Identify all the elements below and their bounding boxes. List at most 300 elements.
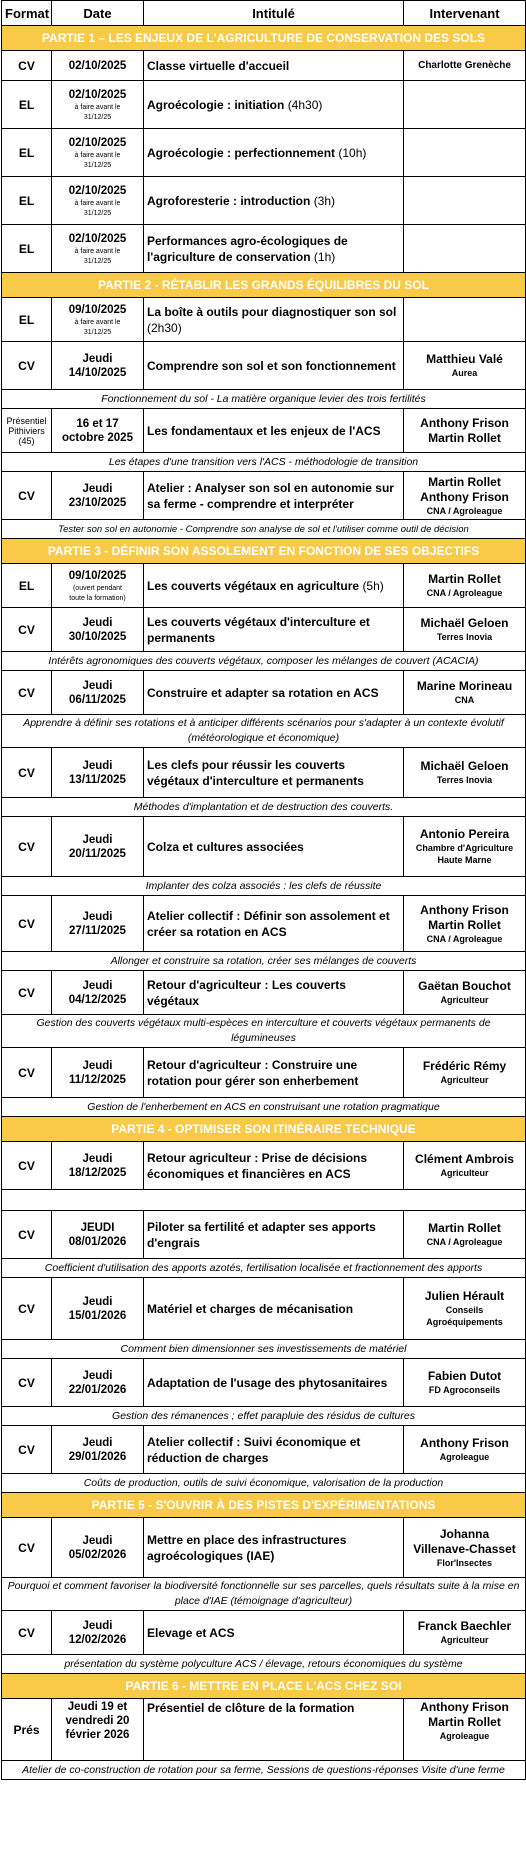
speaker-organization: Chambre d'Agriculture — [415, 843, 514, 853]
part-title: PARTIE 4 - OPTIMISER SON ITINÉRAIRE TECHNIQUE — [2, 1117, 526, 1142]
speaker-organization: Agroleague — [439, 1452, 490, 1462]
description-row — [2, 453, 526, 472]
session-title: Atelier collectif : Suivi économique et réduction de charges — [147, 1434, 361, 1465]
part-title: PARTIE 3 - DÉFINIR SON ASSOLEMENT EN FONCTION DE SES OBJECTIFS — [2, 539, 526, 564]
date-line: octobre 2025 — [62, 431, 133, 444]
date-note: 31/12/25 — [83, 113, 112, 121]
session-title: Retour d'agriculteur : Les couverts végétaux — [147, 977, 346, 1008]
session-row — [2, 1048, 526, 1098]
speaker-name: Villenave-Chasset — [413, 1541, 516, 1556]
speaker-cell — [404, 1142, 526, 1190]
format-cell: CV — [2, 51, 52, 81]
date-cell — [52, 298, 144, 342]
session-row — [2, 129, 526, 177]
session-description: Méthodes d'implantation et de destruction des couverts. — [2, 798, 526, 817]
format-cell: CV — [2, 1211, 52, 1259]
format-cell: EL — [2, 225, 52, 273]
date-line: Jeudi — [82, 1619, 113, 1632]
title-cell — [144, 1048, 404, 1098]
speaker-name: Marine Morineau — [416, 679, 513, 693]
session-row — [2, 564, 526, 608]
speaker-cell — [404, 129, 526, 177]
speaker-name: Clément Ambrois — [415, 1152, 514, 1166]
session-description: présentation du système polyculture ACS / élevage, retours économiques du système — [2, 1655, 526, 1674]
speaker-name: Martin Rollet — [428, 474, 501, 489]
speaker-name: Gaëtan Bouchot — [418, 979, 511, 993]
speaker-cell — [404, 896, 526, 952]
title-cell — [144, 298, 404, 342]
blank-row — [2, 1190, 526, 1211]
title-cell — [144, 748, 404, 798]
session-row — [2, 1278, 526, 1340]
session-title: Comprendre son sol et son fonctionnement — [147, 358, 396, 373]
date-cell — [52, 129, 144, 177]
title-cell — [144, 409, 404, 453]
session-description: Gestion de l'enherbement en ACS en construisant une rotation pragmatique — [2, 1098, 526, 1117]
date-line: 02/10/2025 — [68, 88, 127, 101]
speaker-cell — [404, 1211, 526, 1259]
title-cell — [144, 129, 404, 177]
date-note: (ouvert pendant — [72, 584, 123, 592]
speaker-cell — [404, 671, 526, 715]
speaker-cell — [404, 608, 526, 652]
date-cell — [52, 342, 144, 390]
date-cell — [52, 81, 144, 129]
format-cell: CV — [2, 748, 52, 798]
date-cell — [52, 409, 144, 453]
date-line: 18/12/2025 — [68, 1166, 127, 1179]
session-title: Agroécologie : initiation — [147, 97, 285, 112]
speaker-name: Anthony Frison — [420, 489, 509, 504]
date-line: 22/01/2026 — [68, 1383, 127, 1396]
blank-cell — [2, 1190, 526, 1211]
speaker-cell — [404, 564, 526, 608]
date-note: à faire avant le — [74, 247, 121, 255]
session-row — [2, 298, 526, 342]
speaker-cell — [404, 748, 526, 798]
date-cell — [52, 1518, 144, 1578]
session-duration: (1h) — [313, 249, 336, 264]
format-cell: CV — [2, 1359, 52, 1407]
date-line: vendredi 20 — [65, 1715, 130, 1727]
speaker-name: Martin Rollet — [428, 917, 501, 932]
speaker-organization: Agriculteur — [440, 1635, 489, 1645]
session-row — [2, 1611, 526, 1655]
header-date: Date — [52, 1, 144, 26]
format-cell: CV — [2, 671, 52, 715]
speaker-name: Martin Rollet — [428, 1221, 501, 1235]
speaker-organization: Agriculteur — [440, 1168, 489, 1178]
session-row — [2, 817, 526, 877]
title-cell — [144, 1426, 404, 1474]
session-title: Agroécologie : perfectionnement — [147, 145, 336, 160]
description-row — [2, 715, 526, 748]
description-row — [2, 390, 526, 409]
speaker-name: Martin Rollet — [428, 430, 501, 445]
session-description: Implanter des colza associés : les clefs de réussite — [2, 877, 526, 896]
session-row — [2, 225, 526, 273]
session-row — [2, 971, 526, 1015]
date-line: 08/01/2026 — [68, 1235, 127, 1248]
date-cell — [52, 1611, 144, 1655]
description-row — [2, 1578, 526, 1611]
date-line: 02/10/2025 — [68, 232, 127, 245]
date-cell — [52, 1048, 144, 1098]
session-description: Atelier de co-construction de rotation pour sa ferme, Sessions de questions-réponses Visite d'une ferme — [2, 1761, 526, 1780]
format-cell: EL — [2, 129, 52, 177]
session-title: Les fondamentaux et les enjeux de l'ACS — [147, 423, 381, 438]
date-note: à faire avant le — [74, 318, 121, 326]
date-line: Jeudi — [82, 1369, 113, 1382]
part-title: PARTIE 2 - RÉTABLIR LES GRANDS ÉQUILIBRES DU SOL — [2, 273, 526, 298]
part-header-row — [2, 273, 526, 298]
format-cell: EL — [2, 564, 52, 608]
description-row — [2, 1259, 526, 1278]
date-note: 31/12/25 — [83, 161, 112, 169]
session-row — [2, 1699, 526, 1761]
title-cell — [144, 608, 404, 652]
schedule-body — [2, 26, 526, 1780]
part-header-row — [2, 539, 526, 564]
date-cell — [52, 51, 144, 81]
date-line: Jeudi — [82, 759, 113, 772]
date-cell — [52, 177, 144, 225]
format-cell: CV — [2, 1142, 52, 1190]
format-cell: Présentiel Pithiviers (45) — [2, 409, 52, 453]
date-line: 23/10/2025 — [68, 496, 127, 509]
date-line: 06/11/2025 — [69, 693, 126, 706]
speaker-cell — [404, 1048, 526, 1098]
format-cell: CV — [2, 817, 52, 877]
part-title: PARTIE 1 – LES ENJEUX DE L'AGRICULTURE DE CONSERVATION DES SOLS — [2, 26, 526, 51]
part-title: PARTIE 5 - S'OUVRIR À DES PISTES D'EXPÉRIMENTATIONS — [2, 1493, 526, 1518]
part-header-row — [2, 26, 526, 51]
speaker-name: Johanna — [439, 1526, 490, 1541]
session-title: Classe virtuelle d'accueil — [147, 58, 290, 73]
title-cell — [144, 81, 404, 129]
speaker-name: Anthony Frison — [420, 415, 509, 430]
speaker-name: Michaël Geloen — [420, 759, 509, 773]
session-title: Piloter sa fertilité et adapter ses apports d'engrais — [147, 1219, 376, 1250]
session-row — [2, 1518, 526, 1578]
speaker-cell — [404, 1278, 526, 1340]
session-description: Apprendre à définir ses rotations et à anticiper différents scénarios pour s'adapter à un contexte évolutif (météorologique et économique) — [2, 715, 526, 748]
session-duration: (10h) — [338, 145, 367, 160]
date-line: 29/01/2026 — [68, 1450, 127, 1463]
title-cell — [144, 671, 404, 715]
session-row — [2, 177, 526, 225]
title-cell — [144, 971, 404, 1015]
session-title: Les couverts végétaux en agriculture — [147, 578, 360, 593]
speaker-cell — [404, 1518, 526, 1578]
date-line: Jeudi — [82, 979, 113, 992]
session-description: Coûts de production, outils de suivi économique, valorisation de la production — [2, 1474, 526, 1493]
session-title: Matériel et charges de mécanisation — [147, 1301, 354, 1316]
speaker-name: Franck Baechler — [417, 1619, 512, 1633]
session-row — [2, 608, 526, 652]
format-cell: EL — [2, 81, 52, 129]
date-cell — [52, 225, 144, 273]
date-line: Jeudi — [82, 1534, 113, 1547]
session-title: Elevage et ACS — [147, 1625, 235, 1640]
speaker-cell — [404, 225, 526, 273]
speaker-cell — [404, 342, 526, 390]
session-title: Performances agro-écologiques de l'agriculture de conservation — [147, 233, 348, 264]
description-row — [2, 798, 526, 817]
header-format: Format — [2, 1, 52, 26]
session-description: Comment bien dimensionner ses investissements de matériel — [2, 1340, 526, 1359]
session-duration: (5h) — [362, 578, 384, 593]
date-note: 31/12/25 — [83, 328, 112, 336]
format-cell: CV — [2, 971, 52, 1015]
session-title: Agroforesterie : introduction — [147, 193, 311, 208]
date-line: Jeudi — [82, 616, 113, 629]
date-line: 11/12/2025 — [69, 1073, 126, 1086]
title-cell — [144, 1699, 404, 1761]
date-cell — [52, 971, 144, 1015]
date-line: Jeudi — [82, 482, 113, 495]
date-line: 14/10/2025 — [68, 366, 127, 379]
title-cell — [144, 1278, 404, 1340]
speaker-organization: Aurea — [451, 368, 478, 378]
speaker-organization: CNA / Agroleague — [426, 1237, 503, 1247]
date-line: Jeudi — [82, 352, 113, 365]
part-header-row — [2, 1493, 526, 1518]
session-row — [2, 1359, 526, 1407]
speaker-name: Martin Rollet — [428, 572, 501, 586]
format-cell: EL — [2, 298, 52, 342]
speaker-organization: CNA / Agroleague — [426, 933, 503, 944]
speaker-organization: Terres Inovia — [436, 775, 493, 785]
session-description: Pourquoi et comment favoriser la biodiversité fonctionnelle sur ses parcelles, quels résultats suite à la mise en place d'IAE (témoignage d'agriculteur) — [2, 1578, 526, 1611]
speaker-cell — [404, 1699, 526, 1761]
session-title: Colza et cultures associées — [147, 839, 304, 854]
training-schedule-table — [1, 0, 526, 1780]
date-line: 16 et 17 — [76, 417, 119, 430]
session-duration: (4h30) — [287, 97, 323, 112]
speaker-name: Anthony Frison — [420, 902, 509, 917]
speaker-cell — [404, 472, 526, 520]
date-cell — [52, 1211, 144, 1259]
format-cell: CV — [2, 1518, 52, 1578]
speaker-cell — [404, 1359, 526, 1407]
speaker-name: Fabien Dutot — [427, 1369, 502, 1383]
part-header-row — [2, 1117, 526, 1142]
speaker-cell — [404, 298, 526, 342]
date-note: toute la formation) — [69, 594, 126, 602]
format-cell: CV — [2, 472, 52, 520]
title-cell — [144, 1611, 404, 1655]
title-cell — [144, 225, 404, 273]
session-title: Atelier collectif : Définir son assolement et créer sa rotation en ACS — [147, 908, 390, 939]
format-cell: EL — [2, 177, 52, 225]
speaker-organization: Terres Inovia — [436, 632, 493, 642]
session-description: Coefficient d'utilisation des apports azotés, fertilisation localisée et fractionnement des apports — [2, 1259, 526, 1278]
date-line: 15/01/2026 — [68, 1309, 127, 1322]
format-cell: CV — [2, 608, 52, 652]
date-line: 27/11/2025 — [69, 924, 126, 937]
session-description: Gestion des rémanences ; effet parapluie des résidus de cultures — [2, 1407, 526, 1426]
speaker-cell — [404, 1426, 526, 1474]
date-note: à faire avant le — [74, 151, 121, 159]
date-note: à faire avant le — [74, 103, 121, 111]
speaker-cell — [404, 51, 526, 81]
session-title: Présentiel de clôture de la formation — [147, 1701, 355, 1715]
title-cell — [144, 1211, 404, 1259]
date-line: Jeudi — [82, 1059, 113, 1072]
date-line: Jeudi 19 et — [67, 1701, 128, 1713]
format-cell: CV — [2, 1278, 52, 1340]
date-note: 31/12/25 — [83, 257, 112, 265]
date-cell — [52, 1699, 144, 1761]
description-row — [2, 877, 526, 896]
date-note: à faire avant le — [74, 199, 121, 207]
format-cell: Prés — [2, 1699, 52, 1761]
date-cell — [52, 896, 144, 952]
date-line: Jeudi — [82, 1436, 113, 1449]
speaker-cell — [404, 409, 526, 453]
title-cell — [144, 1142, 404, 1190]
date-line: Jeudi — [82, 679, 113, 692]
date-cell — [52, 671, 144, 715]
date-cell — [52, 817, 144, 877]
date-line: 02/10/2025 — [68, 59, 127, 72]
date-line: Jeudi — [82, 1295, 113, 1308]
date-line: février 2026 — [65, 1729, 130, 1741]
speaker-name: Charlotte Grenèche — [418, 60, 511, 71]
session-row — [2, 1211, 526, 1259]
session-row — [2, 1426, 526, 1474]
speaker-organization: Conseils — [445, 1305, 484, 1315]
session-row — [2, 342, 526, 390]
title-cell — [144, 1359, 404, 1407]
session-duration: (2h30) — [147, 320, 182, 335]
title-cell — [144, 472, 404, 520]
date-cell — [52, 1426, 144, 1474]
description-row — [2, 1015, 526, 1048]
title-cell — [144, 342, 404, 390]
date-line: 02/10/2025 — [68, 136, 127, 149]
session-row — [2, 472, 526, 520]
date-line: 13/11/2025 — [69, 773, 126, 786]
description-row — [2, 1098, 526, 1117]
speaker-cell — [404, 177, 526, 225]
speaker-organization: FD Agroconseils — [428, 1385, 501, 1395]
date-line: 09/10/2025 — [68, 303, 127, 316]
session-row — [2, 896, 526, 952]
speaker-organization: Haute Marne — [437, 855, 492, 865]
header-row — [2, 1, 526, 26]
session-title: La boîte à outils pour diagnostiquer son sol — [147, 304, 397, 319]
session-title: Retour agriculteur : Prise de décisions économiques et financières en ACS — [147, 1150, 368, 1181]
session-title: Construire et adapter sa rotation en ACS — [147, 685, 379, 700]
speaker-organization: Agroleague — [439, 1731, 490, 1741]
session-row — [2, 409, 526, 453]
description-row — [2, 652, 526, 671]
session-title: Retour d'agriculteur : Construire une rotation pour gérer son enherbement — [147, 1057, 359, 1088]
date-line: JEUDI — [80, 1221, 115, 1234]
session-duration: (3h) — [313, 193, 336, 208]
speaker-name: Anthony Frison — [420, 1436, 509, 1450]
format-cell: CV — [2, 1611, 52, 1655]
date-line: 12/02/2026 — [68, 1633, 127, 1646]
description-row — [2, 1474, 526, 1493]
title-cell — [144, 177, 404, 225]
title-cell — [144, 817, 404, 877]
session-description: Les étapes d'une transition vers l'ACS - méthodologie de transition — [2, 453, 526, 472]
date-note: 31/12/25 — [83, 209, 112, 217]
session-description: Allonger et construire sa rotation, créer ses mélanges de couverts — [2, 952, 526, 971]
speaker-organization: CNA / Agroleague — [426, 588, 503, 598]
description-row — [2, 1340, 526, 1359]
speaker-organization: Agriculteur — [440, 995, 489, 1005]
speaker-name: Matthieu Valé — [426, 352, 503, 366]
format-cell: CV — [2, 1426, 52, 1474]
description-row — [2, 1407, 526, 1426]
session-title: Les clefs pour réussir les couverts végétaux d'interculture et permanents — [147, 757, 364, 788]
date-cell — [52, 472, 144, 520]
date-line: 05/02/2026 — [68, 1548, 127, 1561]
speaker-name: Antonio Pereira — [419, 827, 510, 841]
format-cell: CV — [2, 1048, 52, 1098]
date-line: 20/11/2025 — [69, 847, 126, 860]
date-line: Jeudi — [82, 910, 113, 923]
description-row — [2, 1761, 526, 1780]
session-row — [2, 1142, 526, 1190]
date-line: 30/10/2025 — [68, 630, 127, 643]
header-speaker: Intervenant — [404, 1, 526, 26]
speaker-cell — [404, 817, 526, 877]
speaker-organization: CNA / Agroleague — [426, 505, 503, 516]
date-cell — [52, 748, 144, 798]
speaker-name: Frédéric Rémy — [422, 1059, 507, 1073]
speaker-cell — [404, 81, 526, 129]
session-description: Gestion des couverts végétaux multi-espèces en interculture et couverts végétaux permanents de légumineuses — [2, 1015, 526, 1048]
session-title: Adaptation de l'usage des phytosanitaires — [147, 1375, 388, 1390]
date-line: Jeudi — [82, 833, 113, 846]
speaker-cell — [404, 971, 526, 1015]
speaker-organization: Flor'Insectes — [436, 1557, 493, 1568]
title-cell — [144, 1518, 404, 1578]
date-cell — [52, 1359, 144, 1407]
speaker-organization: Agriculteur — [440, 1075, 489, 1085]
date-line: 09/10/2025 — [68, 569, 127, 582]
date-cell — [52, 1278, 144, 1340]
session-description: Intérêts agronomiques des couverts végétaux, composer les mélanges de couvert (ACACIA) — [2, 652, 526, 671]
session-row — [2, 51, 526, 81]
session-description: Fonctionnement du sol - La matière organique levier des trois fertilités — [2, 390, 526, 409]
session-title: Atelier : Analyser son sol en autonomie sur sa ferme - comprendre et interpréter — [147, 480, 394, 511]
session-title: Les couverts végétaux d'interculture et permanents — [147, 614, 370, 645]
date-cell — [52, 608, 144, 652]
title-cell — [144, 564, 404, 608]
speaker-name: Anthony Frison — [420, 1700, 509, 1714]
speaker-organization: Agroéquipements — [426, 1317, 503, 1327]
speaker-cell — [404, 1611, 526, 1655]
description-row — [2, 952, 526, 971]
description-row — [2, 520, 526, 539]
session-row — [2, 81, 526, 129]
title-cell — [144, 896, 404, 952]
date-cell — [52, 1142, 144, 1190]
session-title: Mettre en place des infrastructures agroécologiques (IAE) — [147, 1532, 347, 1563]
speaker-name: Julien Hérault — [424, 1289, 505, 1303]
session-description: Tester son sol en autonomie - Comprendre son analyse de sol et l'utiliser comme outil de décision — [2, 520, 526, 539]
header-title: Intitulé — [144, 1, 404, 26]
format-cell: CV — [2, 896, 52, 952]
part-header-row — [2, 1674, 526, 1699]
session-row — [2, 671, 526, 715]
